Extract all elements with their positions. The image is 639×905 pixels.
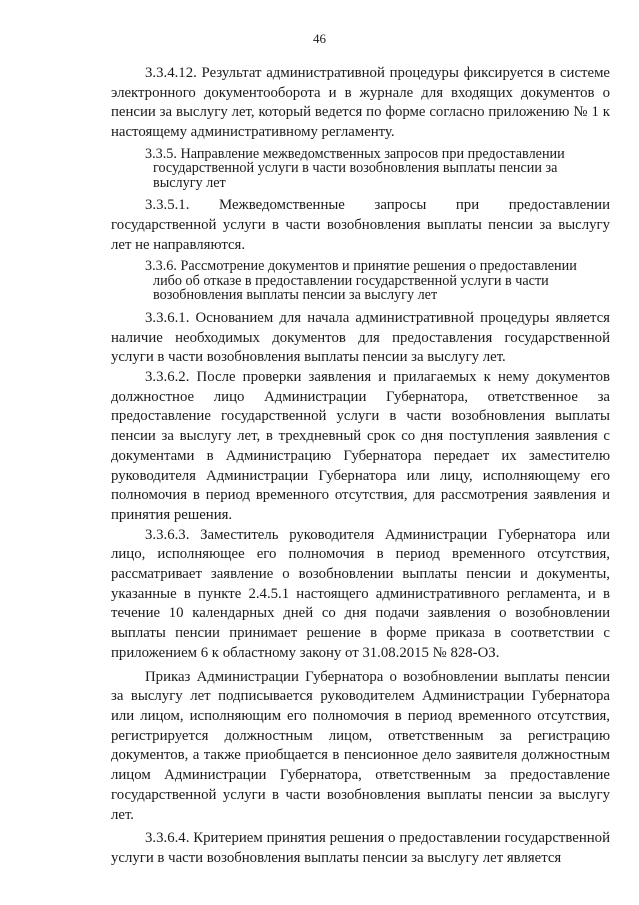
document-body	[111, 64, 610, 869]
paragraph-3-3-6-4: 3.3.6.4. Критерием принятия решения о предоставлении государственной услуги в части возобновления выплаты пенсии за выслугу лет является	[111, 830, 610, 866]
paragraph-3-3-6-1: 3.3.6.1. Основанием для начала административной процедуры является наличие необходимых документов для предоставления государственной услуги в части возобновления выплаты пенсии за выслугу лет.	[111, 309, 610, 366]
heading-line: 3.3.5. Направление межведомственных запросов при предоставлении	[145, 145, 565, 162]
paragraph-3-3-6-2: 3.3.6.2. После проверки заявления и прилагаемых к нему документов должностное лицо Администрации Губернатора, ответственное за предоставление государственной услуги в части возобновления выплаты пенсии за выслугу лет, в трехдневный срок со дня поступления заявления с документами в Администрацию Губернатора передает их заместителю руководителя Администрации Губернатора или лицу, исполняющему его полномочия в период временного отсутствия, для рассмотрения заявления и принятия решения.	[111, 369, 610, 523]
paragraph-3-3-4-12: 3.3.4.12. Результат административной процедуры фиксируется в системе электронного документооборота и в журнале для входящих документов о пенсии за выслугу лет, который ведется по форме согласно приложению № 1 к настоящему административному регламенту.	[111, 65, 610, 141]
paragraph-3-3-6-3: 3.3.6.3. Заместитель руководителя Администрации Губернатора или лицо, исполняющее его полномочия в период временного отсутствия, рассматривает заявление о возобновлении выплаты пенсии и документы, указанные в пункте 2.4.5.1 настоящего административного регламента, и в течение 10 календарных дней со дня подачи заявления о возобновлении выплаты пенсии принимает решение в форме приказа в соответствии с приложением 6 к областному закону от 31.08.2015 № 828-ОЗ.	[111, 526, 610, 661]
heading-continuation: государственной услуги в части возобновления выплаты пенсии за выслугу лет	[153, 160, 558, 191]
heading-3-3-5	[111, 147, 610, 191]
heading-continuation: либо об отказе в предоставлении государственной услуги в части возобновления выплаты пенсии за выслугу лет	[153, 272, 549, 304]
heading-3-3-6	[111, 259, 610, 303]
paragraph-order: Приказ Администрации Губернатора о возобновлении выплаты пенсии за выслугу лет подписывается руководителем Администрации Губернатора или лицом, исполняющим его полномочия в период временного отсутствия, регистрируется должностным лицом, ответственным за регистрацию документов, а также приобщается в пенсионное дело заявителя должностным лицом Администрации Губернатора, ответственным за предоставление государственной услуги в части возобновления выплаты пенсии за выслугу лет.	[111, 668, 610, 823]
heading-line: 3.3.6. Рассмотрение документов и принятие решения о предоставлении	[145, 258, 577, 275]
paragraph-3-3-5-1: 3.3.5.1. Межведомственные запросы при предоставлении государственной услуги в части возобновления выплаты пенсии за выслугу лет не направляются.	[111, 197, 610, 253]
page-number: 46	[313, 31, 326, 46]
